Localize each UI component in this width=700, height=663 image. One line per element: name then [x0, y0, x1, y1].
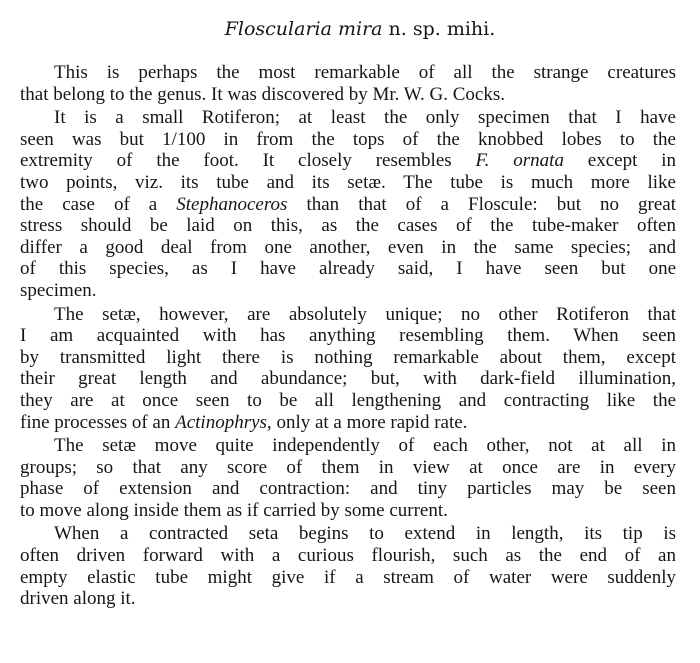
text-run: stress should be laid on this, as the cases of the tube-maker often — [20, 215, 676, 237]
text-line — [20, 500, 676, 522]
text-line — [20, 129, 676, 151]
text-run: The setæ move quite independently of each other, not at all in — [54, 435, 676, 457]
text-run: phase of extension and contraction: and tiny particles may be seen — [20, 478, 676, 500]
paragraph — [20, 304, 676, 434]
text-line — [20, 194, 676, 216]
text-line — [20, 478, 676, 500]
text-line — [20, 567, 676, 589]
text-line — [20, 304, 676, 326]
text-run: I am acquainted with has anything resembling them. When seen — [20, 325, 676, 347]
text-run: their great length and abundance; but, with dark-field illumination, — [20, 368, 676, 390]
text-run: of this species, as I have already said, I have seen but one — [20, 258, 676, 280]
text-line — [20, 347, 676, 369]
text-run: often driven forward with a curious flourish, such as the end of an — [20, 545, 676, 567]
text-line — [20, 325, 676, 347]
text-line — [20, 280, 676, 302]
paragraph — [20, 523, 676, 609]
species-designation: n. sp. mihi. — [382, 18, 496, 40]
text-run: This is perhaps the most remarkable of all the strange creatures — [54, 62, 676, 83]
document-page — [20, 16, 676, 612]
italic-term: Actinophrys, — [175, 411, 272, 433]
text-line — [20, 107, 676, 129]
species-name: Floscularia mira — [224, 18, 383, 40]
text-line — [20, 258, 676, 280]
text-run: empty elastic tube might give if a stream of water were suddenly — [20, 566, 676, 588]
text-run: seen was but 1/100 in from the tops of the knobbed lobes to the — [20, 128, 676, 150]
text-run: than that of a Floscule: but no great — [287, 193, 676, 215]
text-line — [20, 84, 676, 106]
text-line — [20, 237, 676, 259]
text-line — [20, 390, 676, 412]
text-line — [20, 523, 676, 545]
paragraph — [20, 107, 676, 301]
text-line — [20, 172, 676, 194]
text-line — [20, 435, 676, 457]
text-line — [20, 62, 676, 84]
text-run: The setæ, however, are absolutely unique; no other Rotiferon that — [54, 303, 676, 325]
text-run: fine processes of an — [20, 411, 176, 433]
body-text — [20, 62, 676, 610]
italic-term: F. ornata — [475, 150, 564, 172]
text-line — [20, 588, 676, 610]
text-run: to move along inside them as if carried by some current. — [20, 499, 448, 521]
text-run: specimen. — [20, 279, 97, 301]
text-run: except in — [563, 150, 676, 172]
page-title — [20, 16, 676, 42]
text-run: two points, viz. its tube and its setæ. The tube is much more like — [20, 171, 676, 193]
italic-term: Stephanoceros — [176, 193, 288, 215]
text-run: differ a good deal from one another, even in the same species; and — [20, 236, 676, 258]
text-run: only at a more rapid rate. — [271, 411, 468, 433]
text-run: the case of a — [20, 193, 177, 215]
text-line — [20, 215, 676, 237]
text-run: groups; so that any score of them in view at once are in every — [20, 456, 676, 478]
text-run: driven along it. — [20, 588, 136, 610]
text-run: by transmitted light there is nothing remarkable about them, except — [20, 346, 676, 368]
text-run: extremity of the foot. It closely resembles — [20, 150, 476, 172]
paragraph — [20, 435, 676, 521]
text-run: It is a small Rotiferon; at least the only specimen that I have — [54, 107, 676, 129]
text-run: When a contracted seta begins to extend in length, its tip is — [54, 523, 676, 545]
text-line — [20, 545, 676, 567]
text-run: they are at once seen to be all lengthening and contracting like the — [20, 389, 676, 411]
text-line — [20, 457, 676, 479]
paragraph — [20, 62, 676, 105]
text-line — [20, 150, 676, 172]
text-run: that belong to the genus. It was discovered by Mr. W. G. Cocks. — [20, 83, 505, 105]
text-line — [20, 412, 676, 434]
text-line — [20, 368, 676, 390]
